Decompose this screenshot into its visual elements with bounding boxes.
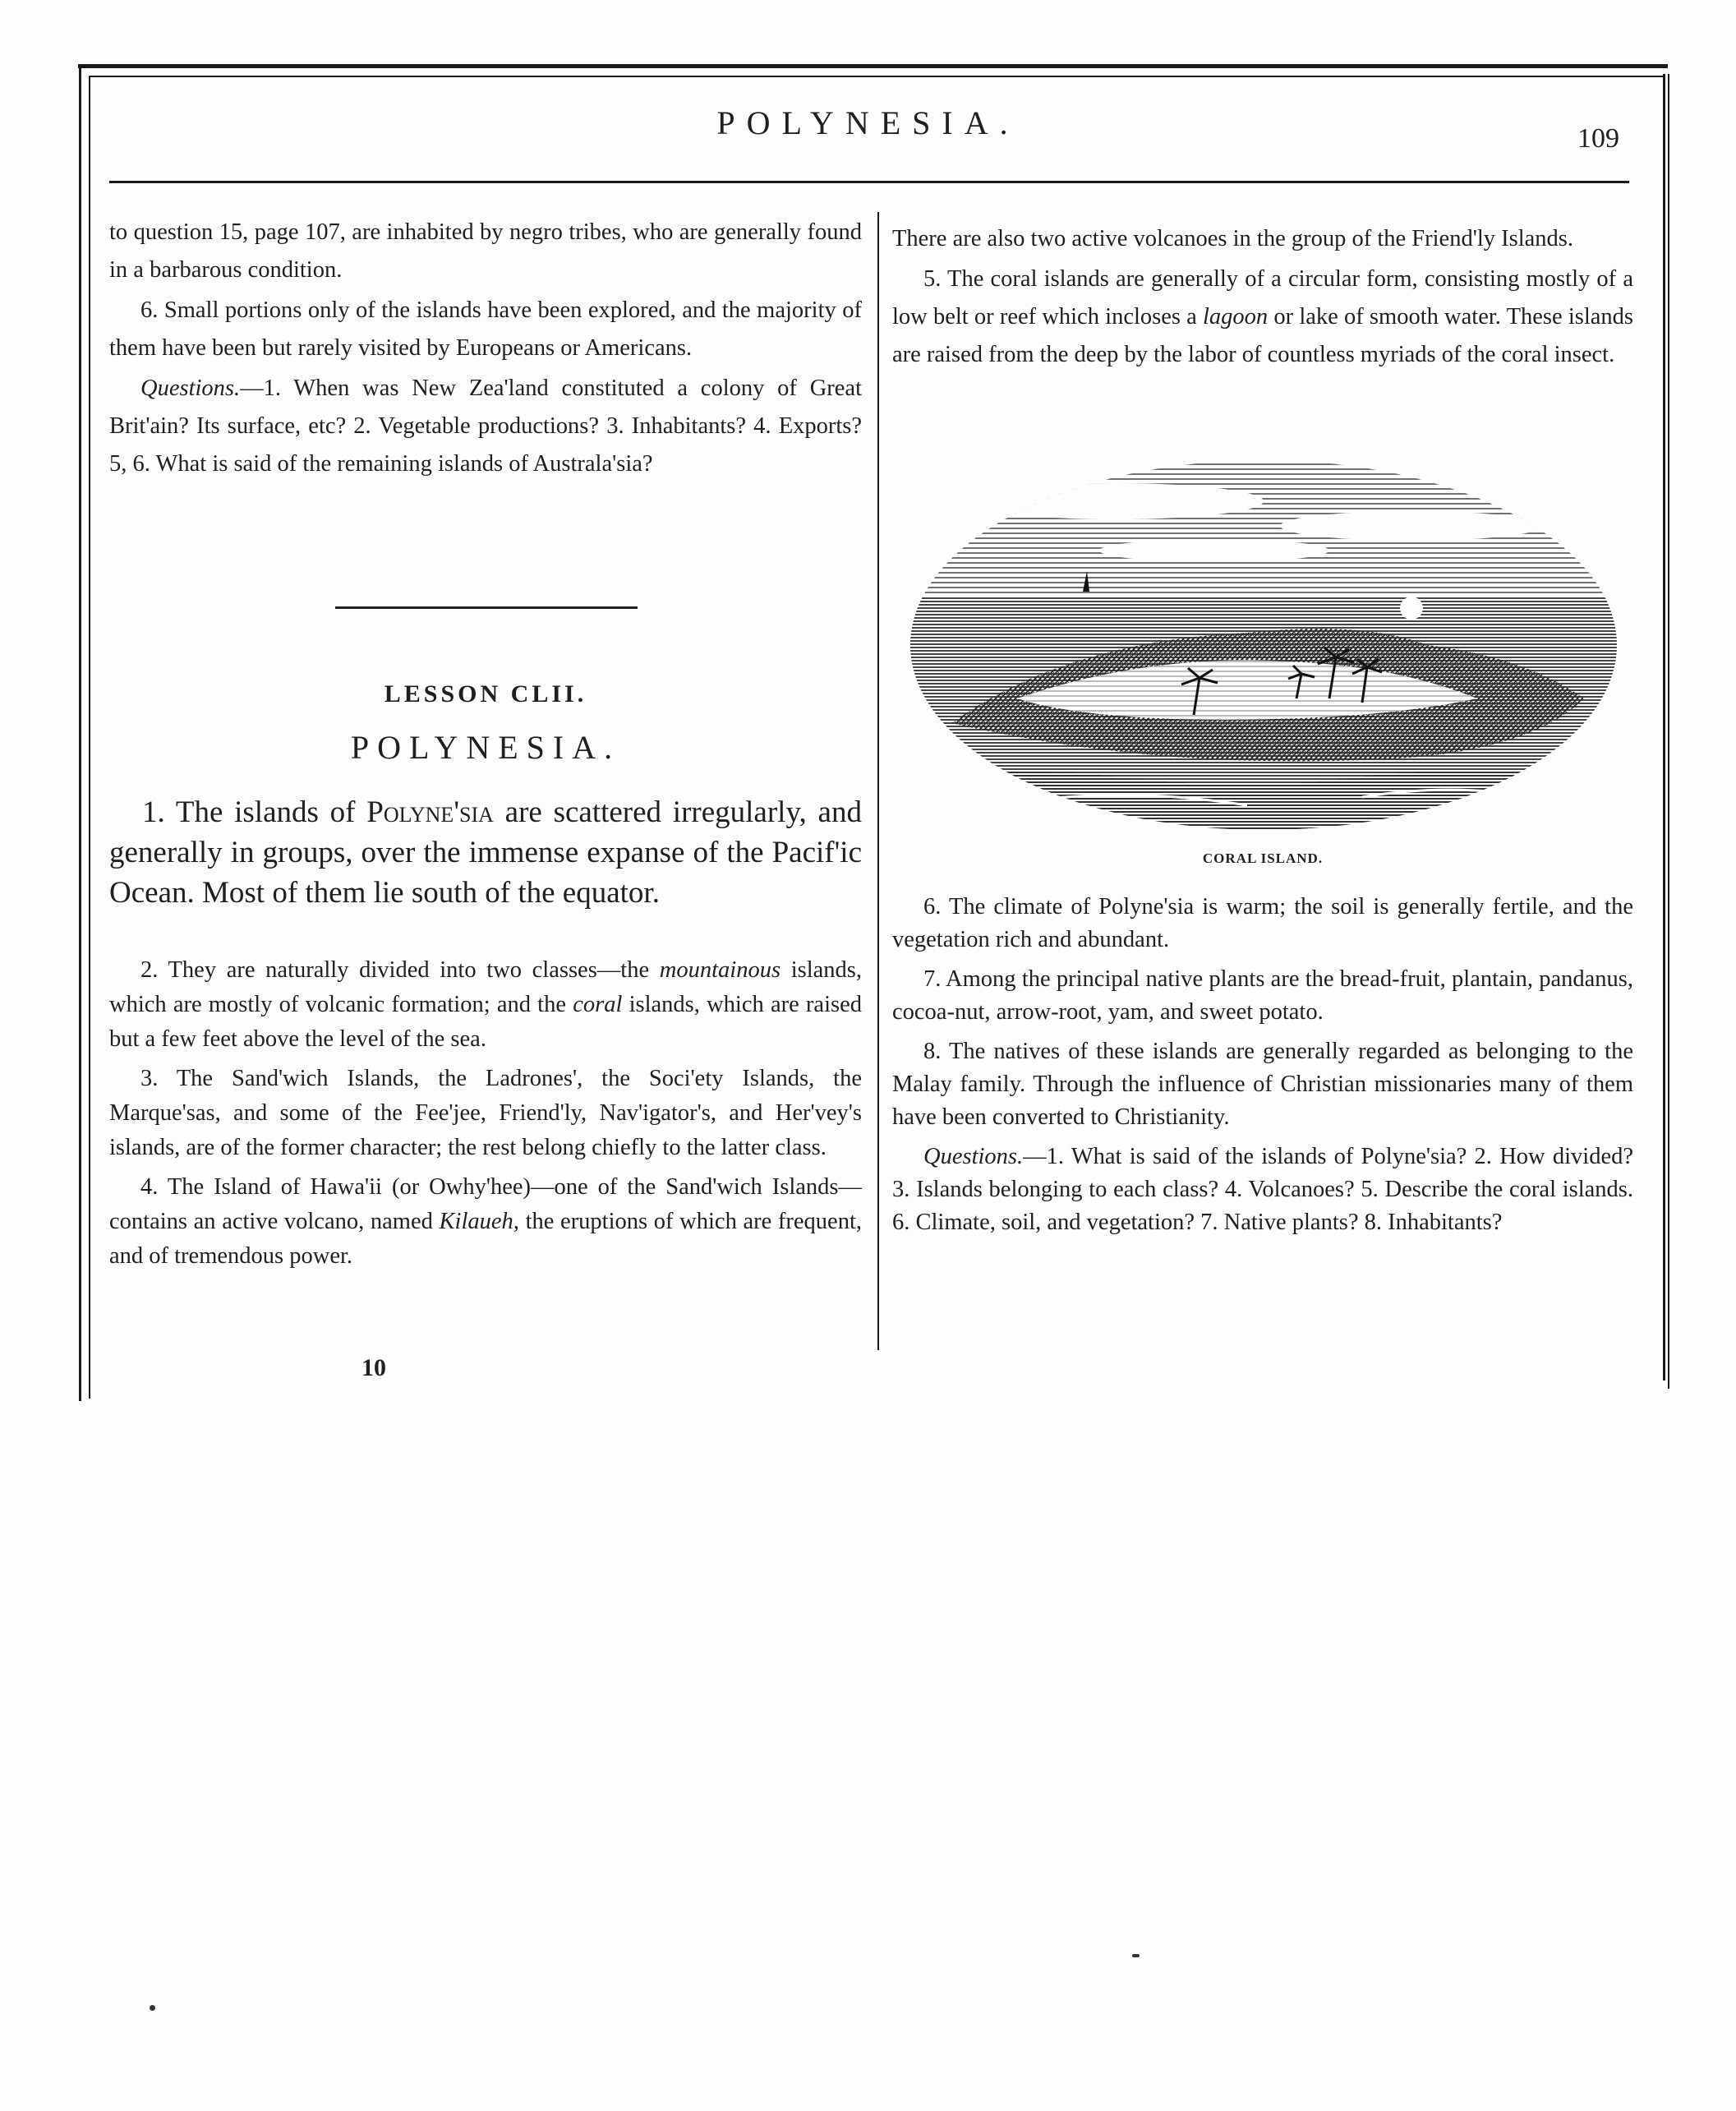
paragraph-6-right: 6. The climate of Polyne'sia is warm; the soil is generally fertile, and the vegetation rich and abundant. xyxy=(892,894,1633,952)
questions-label: Questions. xyxy=(140,376,241,401)
p5-emphasis-lagoon: lagoon xyxy=(1203,304,1269,330)
paragraph-3: 3. The Sand'wich Islands, the Ladrones', the Soci'ety Islands, the Marque'sas, and some of the Fee'jee, Friend'ly, Nav'igator's, and Her'vey's islands, are of the former character; the rest belong chiefly to the latter class. xyxy=(109,1066,862,1160)
lead-text-start: The islands of xyxy=(175,795,367,829)
running-head: POLYNESIA. xyxy=(716,104,1020,141)
coral-island-engraving xyxy=(902,452,1625,838)
lead-text-end: are scattered irregularly, and generally in groups, over the immense expanse of the Pacif'ic Ocean. Most of them lie south of the equator. xyxy=(109,795,862,910)
paragraph-continued: to question 15, page 107, are inhabited by negro tribes, who are generally found in a barbarous condition. xyxy=(109,219,862,283)
p5-text-b: or lake of smooth water. These islands are raised from the deep by the labor of countless myriads of the coral insect. xyxy=(892,304,1633,367)
paragraph-4 xyxy=(109,1170,862,1274)
header-rule xyxy=(109,181,1629,183)
p2-emphasis-mountainous: mountainous xyxy=(659,957,781,983)
column-divider xyxy=(877,212,879,1350)
p4-emphasis-volcano: Kilaueh, xyxy=(439,1209,519,1234)
page-number: 109 xyxy=(1577,123,1619,154)
p5-text-a: 5. The coral islands are generally of a circular form, consisting mostly of a low belt or reef which incloses a xyxy=(892,266,1633,330)
p2-text-c: islands, which are raised but a few feet above the level of the sea. xyxy=(109,992,862,1052)
print-speck xyxy=(150,2005,155,2011)
right-border-line xyxy=(1663,74,1665,1380)
right-column-top xyxy=(892,220,1633,376)
p2-emphasis-coral: coral xyxy=(573,992,623,1017)
questions-text-right: —1. What is said of the islands of Polyne'sia? 2. How divided? 3. Islands belonging to each class? 4. Volcanoes? 5. Describe the coral islands. 6. Climate, soil, and vegetation? 7. Native plants? 8. Inhabitants? xyxy=(892,1144,1633,1235)
right-border-line-outer xyxy=(1668,74,1669,1389)
section-separator xyxy=(335,606,638,609)
questions-paragraph xyxy=(109,370,862,483)
top-border-rule xyxy=(78,64,1668,68)
left-border-line xyxy=(79,66,81,1401)
left-column-lower xyxy=(109,953,862,1279)
lesson-title: POLYNESIA. xyxy=(350,729,621,766)
p4-text-b: the eruptions of which are frequent, and of tremendous power. xyxy=(109,1209,863,1269)
paragraph-7: 7. Among the principal native plants are the bread-fruit, plantain, pandanus, cocoa-nut, arrow-root, yam, and sweet potato. xyxy=(892,966,1633,1025)
paragraph-6: 6. Small portions only of the islands have been explored, and the majority of them have been but rarely visited by Europeans or Americans. xyxy=(109,297,862,361)
paragraph-2 xyxy=(109,953,862,1057)
questions-paragraph-right xyxy=(892,1141,1633,1239)
paragraph-5 xyxy=(892,260,1633,374)
p2-text-b: islands, which are mostly of volcanic formation; and the xyxy=(109,957,862,1017)
lesson-number: LESSON CLII. xyxy=(384,680,587,708)
lead-place-name: Polyne'sia xyxy=(366,795,494,829)
questions-label-right: Questions. xyxy=(923,1144,1024,1169)
illustration-caption: CORAL ISLAND. xyxy=(1202,850,1324,866)
p2-text-a: 2. They are naturally divided into two classes—the xyxy=(140,957,660,983)
signature-folio: 10 xyxy=(361,1354,386,1381)
right-column-lower xyxy=(892,891,1633,1246)
left-column-top xyxy=(109,214,862,486)
paragraph-continued-right: There are also two active volcanoes in the group of the Friend'ly Islands. xyxy=(892,226,1574,251)
lead-paragraph xyxy=(109,792,862,913)
p4-text-a: 4. The Island of Hawa'ii (or Owhy'hee)—one of the Sand'wich Islands—contains an active volcano, named xyxy=(109,1174,862,1234)
paragraph-8: 8. The natives of these islands are generally regarded as belonging to the Malay family. Through the influence of Christian missionaries many of them have been converted to Christianity. xyxy=(892,1039,1633,1130)
lead-number: 1. xyxy=(142,795,165,829)
left-border-line-inner xyxy=(89,76,90,1399)
print-speck xyxy=(1132,1954,1140,1957)
top-border-rule-inner xyxy=(89,76,1665,77)
questions-text: —1. When was New Zea'land constituted a colony of Great Brit'ain? Its surface, etc? 2. Vegetable productions? 3. Inhabitants? 4. Exports? 5, 6. What is said of the remaining islands of Australa'sia? xyxy=(109,376,862,477)
